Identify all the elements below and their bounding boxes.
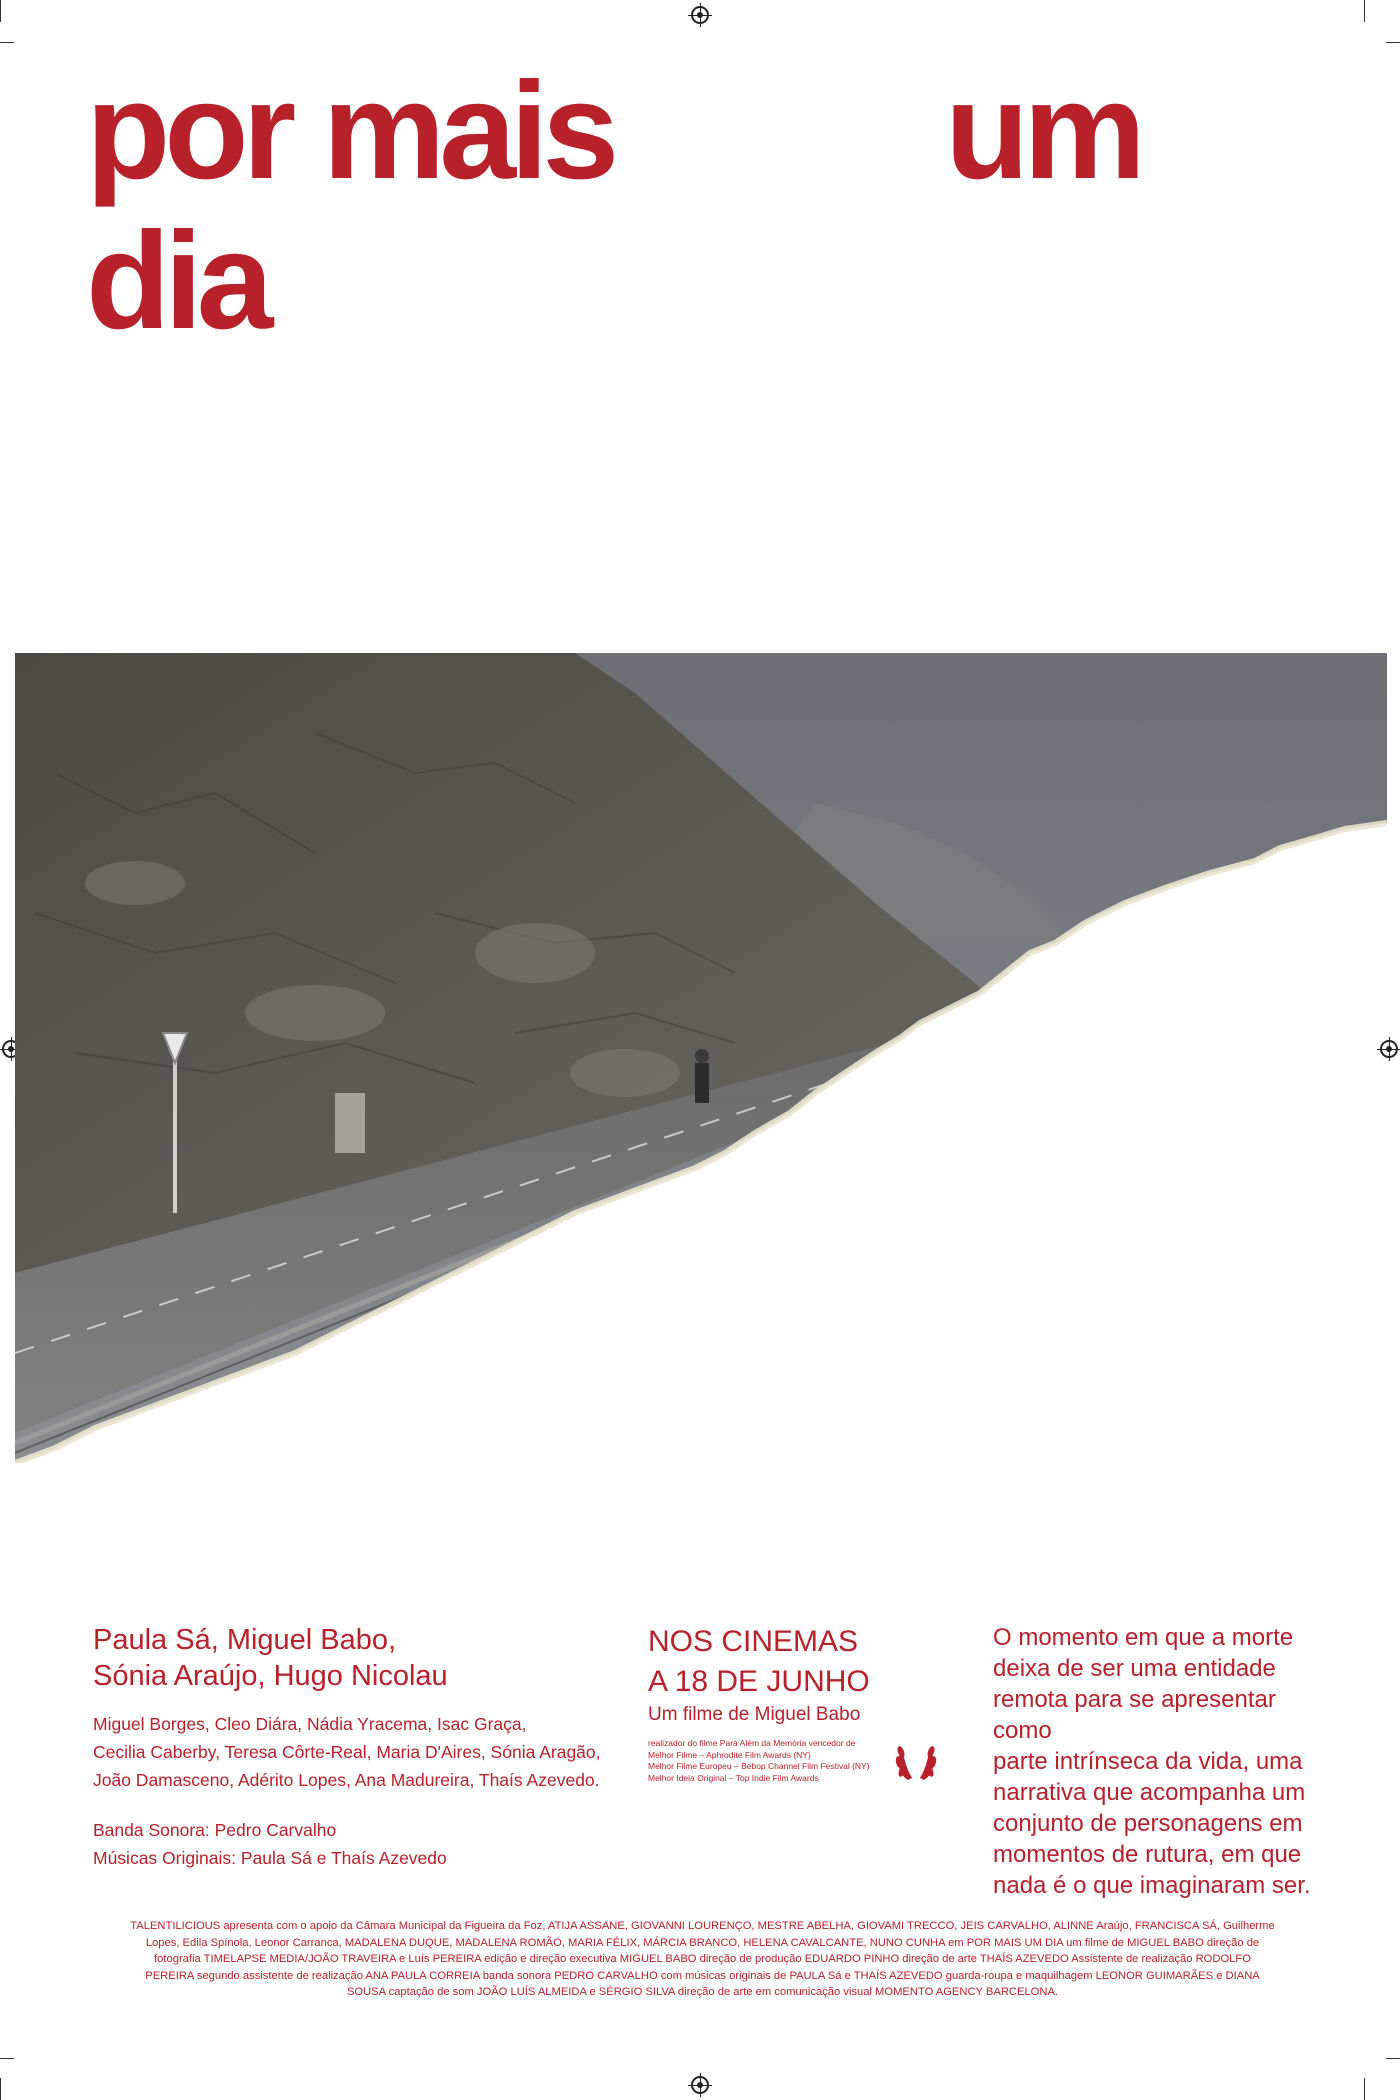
synopsis-line: narrativa que acompanha um — [993, 1779, 1306, 1806]
cast-line: Cecilia Caberby, Teresa Côrte-Real, Maria D'Aires, Sónia Aragão, — [93, 1742, 601, 1762]
main-cast-line: Sónia Araújo, Hugo Nicolau — [93, 1660, 448, 1692]
award-line: realizador do filme Para Além da Memória vencedor de — [648, 1738, 856, 1748]
crop-mark-top-left — [0, 0, 1, 22]
crop-mark-top-right — [1364, 0, 1365, 22]
synopsis-line: parte intrínseca da vida, uma — [993, 1748, 1303, 1775]
main-cast-line: Paula Sá, Miguel Babo, — [93, 1624, 397, 1656]
credits-block — [95, 1918, 1310, 2001]
crop-mark-bottom-right — [1364, 2078, 1365, 2100]
synopsis-line: deixa de ser uma entidade — [993, 1655, 1276, 1682]
crop-mark-left-top — [0, 42, 14, 43]
award-line: Melhor Filme Europeu – Bebop Channel Film Festival (NY) — [648, 1761, 870, 1771]
crop-mark-right-top — [1386, 42, 1400, 43]
director-line: Um filme de Miguel Babo — [648, 1704, 861, 1725]
synopsis-column — [993, 1622, 1323, 1901]
release-column — [648, 1622, 948, 1784]
title-um: um — [945, 54, 1140, 208]
cast-line: João Damasceno, Adérito Lopes, Ana Madureira, Thaís Azevedo. — [93, 1770, 600, 1790]
award-line: Melhor Ideia Original – Top Indie Film Awards — [648, 1772, 819, 1783]
release-line: NOS CINEMAS — [648, 1625, 859, 1658]
credits-line: TALENTILICIOUS apresenta com o apoio da Câmara Municipal da Figueira da Foz, ATIJA ASSANE, GIOVANNI LOURENÇO, MESTRE ABELHA, GIOVAMI TRECCO, JEIS CARVALHO, ALINNE Araújo, FRANCISCA SÁ, Guilherme — [130, 1920, 1275, 1932]
cast-column — [93, 1622, 653, 1872]
synopsis-line: momentos de rutura, em que — [993, 1841, 1302, 1868]
soundtrack-credit: Banda Sonora: Pedro Carvalho — [93, 1820, 337, 1840]
release-line: A 18 DE JUNHO — [648, 1665, 870, 1698]
crop-mark-bottom-left — [0, 2078, 1, 2100]
award-line: Melhor Filme – Aphrodite Film Awards (NY) — [648, 1749, 811, 1760]
synopsis-line: remota para se apresentar como — [993, 1686, 1276, 1744]
landscape-photo — [15, 653, 1387, 1463]
synopsis-line: nada é o que imaginaram ser. — [993, 1872, 1311, 1899]
laurel-wreath-icon — [894, 1738, 938, 1784]
registration-mark-icon — [691, 6, 709, 24]
synopsis-line: O momento em que a morte — [993, 1624, 1294, 1651]
registration-mark-icon — [691, 2076, 709, 2094]
credits-line: fotografia TIMELAPSE MEDIA/JOÃO TRAVEIRA e Luís PEREIRA edição e direção executiva MIGUEL BABO direção de produção EDUARDO PINHO direção de arte THAÍS AZEVEDO Assistente de realização RODOLFO — [154, 1953, 1251, 1965]
credits-line: SOUSA captação de som JOÃO LUÍS ALMEIDA e SÉRGIO SILVA direção de arte em comunicação visual MOMENTO AGENCY BARCELONA. — [346, 1986, 1059, 1998]
title-por-mais: por mais — [86, 54, 614, 208]
crop-mark-right-bottom — [1386, 2058, 1400, 2059]
credits-line: Lopes, Edila Spínola, Leonor Carranca, MADALENA DUQUE, MADALENA ROMÃO, MARIA FÉLIX, MÁRCIA BRANCO, HELENA CAVALCANTE, NUNO CUNHA em POR MAIS UM DIA um filme de MIGUEL BABO direção de — [145, 1936, 1260, 1949]
credits-line: PEREIRA segundo assistente de realização ANA PAULA CORREIA banda sonora PEDRO CARVALHO com músicas originais de PAULA Sá e THAÍS AZEVEDO guarda-roupa e maquilhagem LEONOR GUIMARÃES e DIANA — [145, 1969, 1260, 1982]
crop-mark-left-bottom — [0, 2058, 14, 2059]
original-music-credit: Músicas Originais: Paula Sá e Thaís Azevedo — [93, 1848, 447, 1868]
synopsis-line: conjunto de personagens em — [993, 1810, 1303, 1837]
cast-line: Miguel Borges, Cleo Diára, Nádia Yracema, Isac Graça, — [93, 1714, 527, 1734]
title-dia: dia — [86, 204, 268, 358]
